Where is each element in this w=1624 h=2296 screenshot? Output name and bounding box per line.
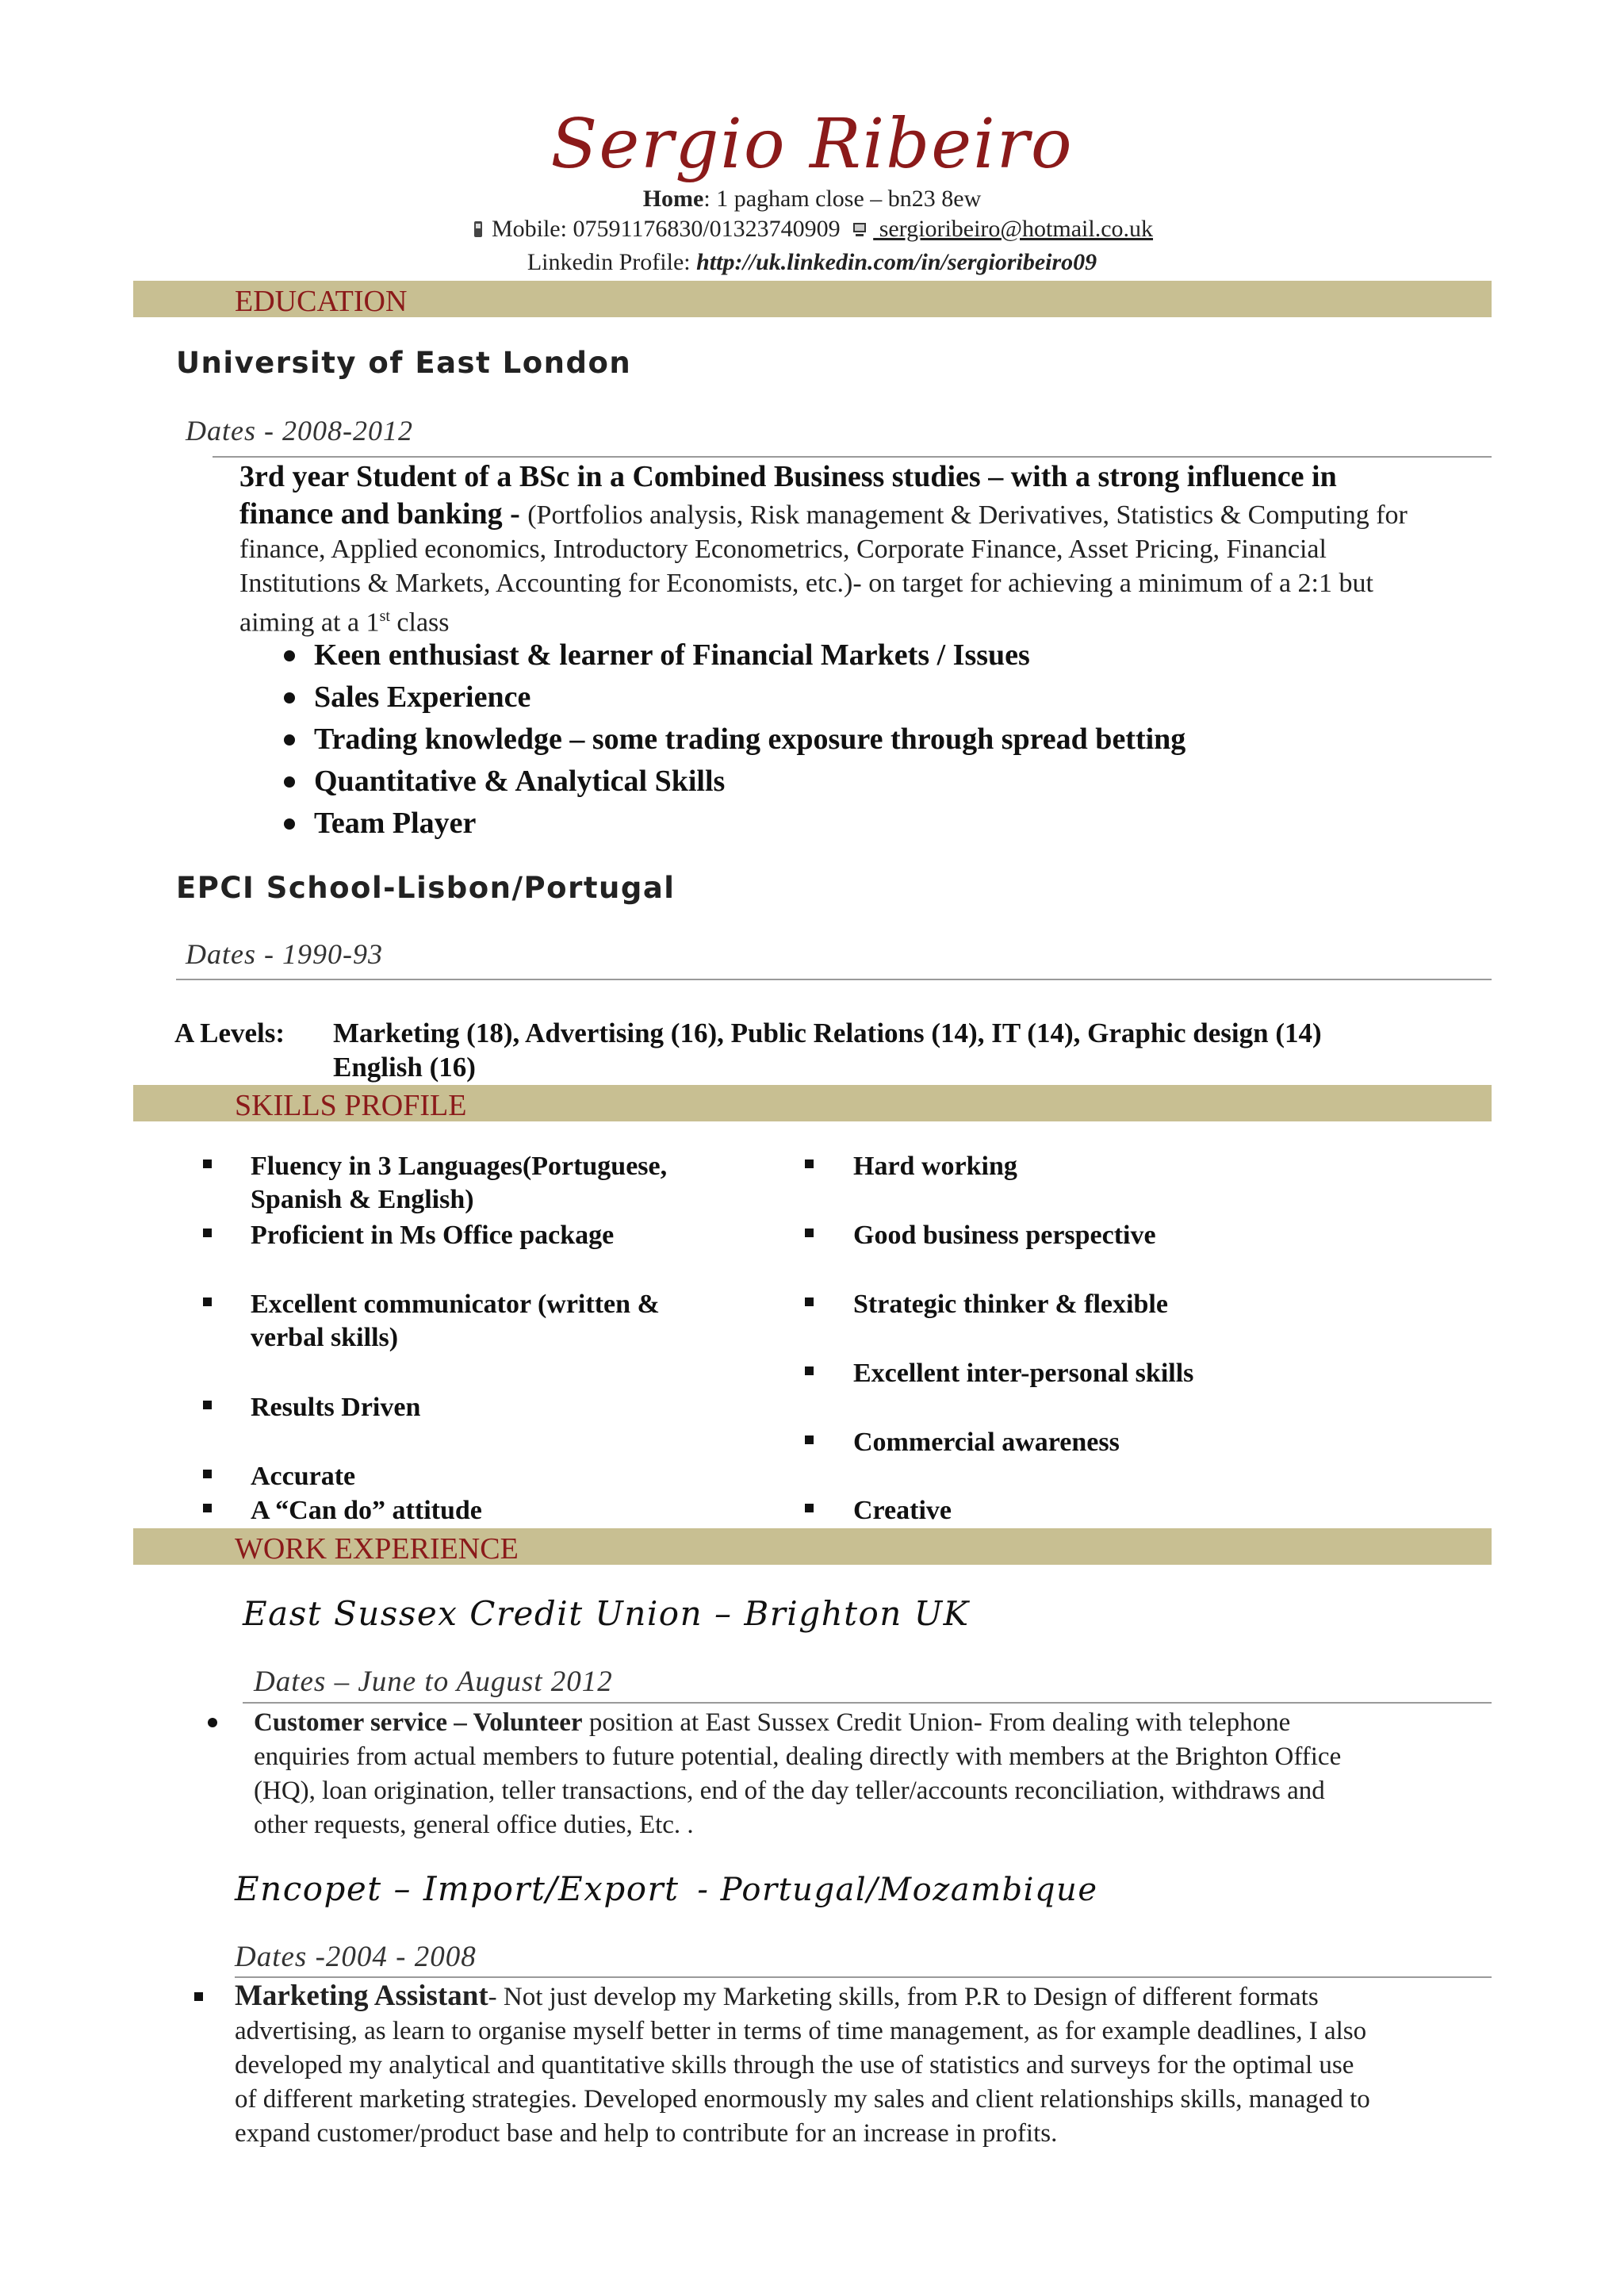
job1-line-3: (HQ), loan origination, teller transactions, end of the day teller/accounts reconciliation, withdraws and (254, 1777, 1325, 1805)
job1-role: Customer service – Volunteer (254, 1708, 583, 1737)
skills-heading: SKILLS PROFILE (235, 1089, 467, 1122)
bullet-square (805, 1297, 814, 1306)
bullet-square (805, 1228, 814, 1237)
resume-name: Sergio Ribeiro (550, 105, 1074, 184)
job1-text: position at East Sussex Credit Union- From dealing with telephone (582, 1708, 1291, 1737)
job1-line-2: enquiries from actual members to future potential, dealing directly with members at the Brighton Office (254, 1742, 1342, 1771)
skill-item: Accurate (251, 1462, 356, 1491)
university-name: University of East London (176, 346, 632, 380)
degree-line-4: Institutions & Markets, Accounting for Economists, etc.)- on target for achieving a minimum of a 2:1 but (239, 569, 1373, 598)
bullet-dot (284, 776, 295, 788)
job2-line-2: advertising, as learn to organise myself better in terms of time management, as for example deadlines, I also (235, 2017, 1367, 2045)
skill-item: Commercial awareness (853, 1428, 1120, 1457)
mobile-label: Mobile: (491, 216, 573, 242)
mobile-phone-icon (471, 220, 485, 239)
contact-line (0, 216, 1624, 243)
job2-line-1 (235, 1980, 1319, 2014)
alevels-line-1: Marketing (18), Advertising (16), Public Relations (14), IT (14), Graphic design (14) (333, 1018, 1322, 1048)
job2-location: - Portugal/Mozambique (697, 1872, 1098, 1908)
class-text: aiming at a 1 (239, 608, 380, 638)
home-label: Home (642, 186, 704, 212)
class-sup: st (379, 608, 390, 625)
bullet-square (194, 1992, 203, 2001)
university-divider (213, 456, 1492, 458)
bullet-square (805, 1504, 814, 1512)
job2-line-3: developed my analytical and quantitative skills through the use of statistics and surveys for the optimal use (235, 2051, 1354, 2079)
education-section-bar (133, 281, 1492, 317)
bullet-square (203, 1159, 212, 1168)
skills-section-bar (133, 1085, 1492, 1121)
skill-item: Proficient in Ms Office package (251, 1221, 615, 1250)
degree-line-3: finance, Applied economics, Introductory Econometrics, Corporate Finance, Asset Pricing, Financial (239, 535, 1327, 564)
job1-line-4: other requests, general office duties, Etc. . (254, 1811, 694, 1839)
job2-company: Encopet – Import/Export (235, 1869, 680, 1908)
skill-item (251, 1288, 660, 1355)
list-item: Keen enthusiast & learner of Financial Markets / Issues (314, 638, 1030, 672)
bullet-square (203, 1401, 212, 1409)
skill-item: Strategic thinker & flexible (853, 1290, 1168, 1319)
bullet-square (203, 1228, 212, 1237)
home-value: : 1 pagham close – bn23 8ew (703, 186, 982, 212)
job2-line-5: expand customer/product base and help to contribute for an increase in profits. (235, 2119, 1058, 2148)
school-dates: Dates - 1990-93 (186, 938, 383, 970)
job1-divider (243, 1702, 1492, 1704)
skill-line: Spanish & English) (251, 1185, 474, 1214)
school-divider (176, 979, 1492, 980)
skill-item: Good business perspective (853, 1221, 1156, 1250)
class-text-end: class (389, 608, 450, 638)
bullet-dot (284, 650, 295, 661)
job1-dates: Dates – June to August 2012 (254, 1665, 613, 1698)
list-item: Team Player (314, 807, 477, 840)
skill-item (251, 1150, 667, 1217)
work-heading: WORK EXPERIENCE (235, 1532, 519, 1566)
job2-text: - Not just develop my Marketing skills, from P.R to Design of different formats (488, 1983, 1319, 2011)
bullet-square (203, 1504, 212, 1512)
skill-item: Results Driven (251, 1393, 421, 1422)
email-link[interactable]: sergioribeiro@hotmail.co.uk (873, 216, 1154, 242)
bullet-square (203, 1297, 212, 1306)
linkedin-url[interactable]: http://uk.linkedin.com/in/sergioribeiro09 (696, 249, 1097, 275)
bullet-square (805, 1366, 814, 1375)
education-heading: EDUCATION (235, 285, 408, 318)
job2-dates: Dates -2004 - 2008 (235, 1941, 477, 1973)
skill-item: Hard working (853, 1152, 1017, 1181)
bullet-dot (284, 734, 295, 746)
skill-line: verbal skills) (251, 1323, 399, 1352)
degree-modules-1: (Portfolios analysis, Risk management & Derivatives, Statistics & Computing for (527, 500, 1408, 530)
skill-item: Excellent inter-personal skills (853, 1359, 1194, 1388)
skill-item: A “Can do” attitude (251, 1496, 482, 1525)
job2-divider (235, 1976, 1492, 1978)
work-section-bar (133, 1528, 1492, 1565)
skill-line: Excellent communicator (written & (251, 1290, 660, 1319)
skill-line: Fluency in 3 Languages(Portuguese, (251, 1152, 668, 1181)
university-dates: Dates - 2008-2012 (186, 415, 413, 447)
degree-line-1: 3rd year Student of a BSc in a Combined Business studies – with a strong influence in (239, 460, 1337, 493)
home-address (0, 186, 1624, 213)
degree-line-5 (239, 600, 450, 639)
school-name: EPCI School-Lisbon/Portugal (176, 871, 676, 905)
mobile-value: 07591176830/01323740909 (573, 216, 841, 242)
list-item: Trading knowledge – some trading exposure through spread betting (314, 723, 1186, 756)
bullet-dot (284, 692, 295, 703)
bullet-square (805, 1435, 814, 1444)
job2-role: Marketing Assistant (235, 1980, 488, 2012)
degree-line-2 (239, 497, 1408, 532)
bullet-square (805, 1159, 814, 1168)
bullet-square (203, 1470, 212, 1478)
list-item: Quantitative & Analytical Skills (314, 765, 726, 798)
linkedin-line (0, 249, 1624, 276)
alevels-line-2: English (16) (333, 1052, 476, 1083)
computer-icon (852, 220, 867, 239)
job2-line-4: of different marketing strategies. Developed enormously my sales and client relationships skills, managed to (235, 2085, 1370, 2114)
job2-heading (235, 1869, 1098, 1908)
job1-line-1 (254, 1706, 1290, 1740)
degree-bold: finance and banking - (239, 497, 528, 531)
bullet-dot (208, 1718, 217, 1727)
bullet-dot (284, 818, 295, 830)
linkedin-label: Linkedin Profile: (527, 249, 697, 275)
list-item: Sales Experience (314, 680, 531, 714)
job1-company: East Sussex Credit Union – Brighton UK (243, 1594, 970, 1633)
alevels-label: A Levels: (174, 1018, 285, 1048)
skill-item: Creative (853, 1496, 952, 1525)
